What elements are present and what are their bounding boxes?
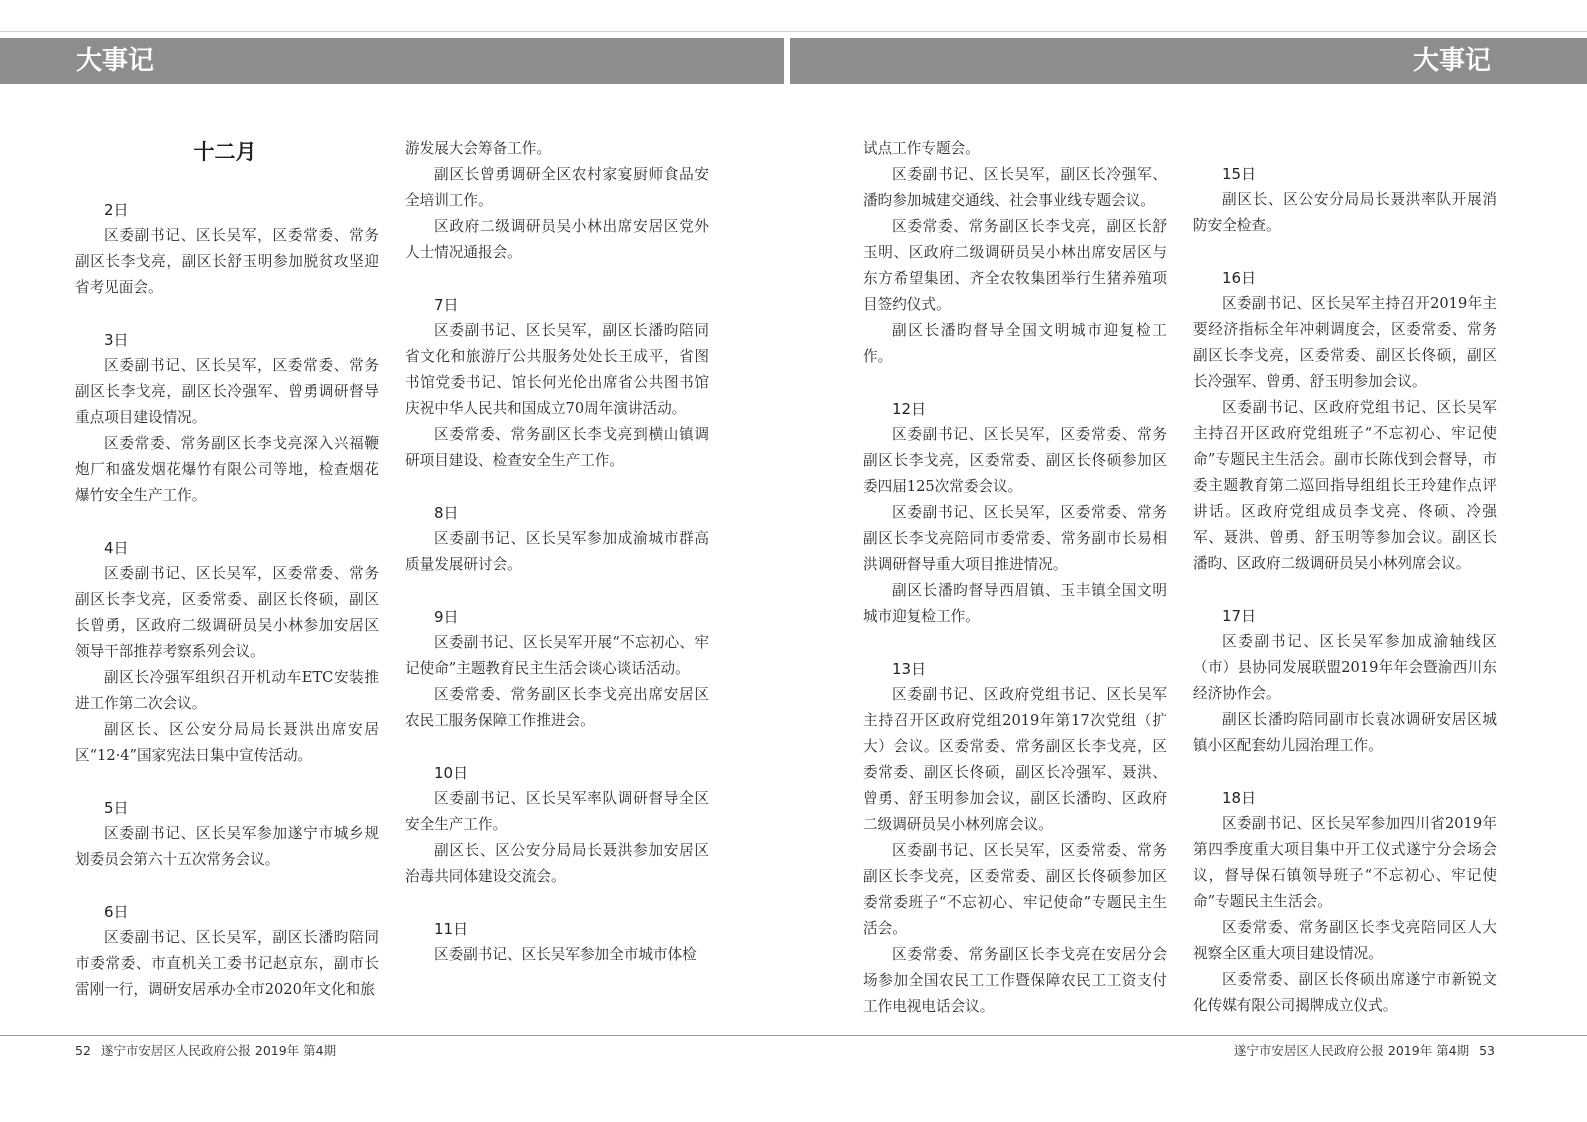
event-paragraph: 区委副书记、区长吴军，副区长潘昀陪同市委常委、市直机关工委书记赵京东，副市长雷刚一行，调研安居承办全市2020年文化和旅 (75, 929, 379, 998)
event-paragraph: 区委副书记、区长吴军参加全市城市体检 (434, 946, 697, 963)
event-paragraph: 区委副书记、区长吴军主持召开2019年主要经济指标全年冲刺调度会，区委常委、常务副区长李戈亮，区委常委、副区长佟硕，副区长冷强军、曾勇、舒玉明参加会议。 (1193, 295, 1497, 390)
event-paragraph: 区委常委、常务副区长李戈亮深入兴福鞭炮厂和盛发烟花爆竹有限公司等地，检查烟花爆竹安全生产工作。 (75, 435, 379, 504)
month-heading: 十二月 (193, 140, 257, 164)
event-paragraph: 区委副书记、区长吴军参加成渝城市群高质量发展研讨会。 (405, 530, 709, 573)
column-4 (1193, 161, 1497, 1019)
event-paragraph: 区委副书记、区长吴军，区委常委、常务副区长李戈亮，区委常委、副区长佟硕，副区长曾勇，区政府二级调研员吴小林参加安居区领导干部推荐考察系列会议。 (75, 565, 379, 660)
event-entry (863, 656, 1167, 1020)
event-date: 17日 (1222, 607, 1257, 625)
event-paragraph: 区委常委、常务副区长李戈亮在安居分会场参加全国农民工工作暨保障农民工工资支付工作电视电话会议。 (863, 946, 1167, 1015)
event-entry (75, 197, 379, 301)
event-paragraph: 区政府二级调研员吴小林出席安居区党外人士情况通报会。 (405, 218, 709, 261)
event-paragraph: 区委副书记、区长吴军参加成渝轴线区（市）县协同发展联盟2019年年会暨渝西川东经济协作会。 (1193, 633, 1497, 702)
left-publication-info: 遂宁市安居区人民政府公报 2019年 第4期 (100, 1043, 337, 1058)
event-date: 2日 (104, 201, 129, 219)
event-entry (405, 760, 709, 890)
event-paragraph: 区委副书记、区政府党组书记、区长吴军主持召开区政府党组2019年第17次党组（扩大）会议。区委常委、常务副区长李戈亮，区委常委、副区长佟硕，副区长冷强军、聂洪、曾勇、舒玉明参加会议，副区长潘昀、区政府二级调研员吴小林列席会议。 (863, 686, 1167, 833)
event-date: 8日 (434, 504, 459, 522)
event-entry (1193, 161, 1497, 239)
event-entry (405, 292, 709, 474)
event-date: 16日 (1222, 269, 1257, 287)
event-date: 10日 (434, 764, 469, 782)
event-paragraph: 区委常委、常务副区长李戈亮到横山镇调研项目建设、检查安全生产工作。 (405, 426, 709, 469)
right-publication-info: 遂宁市安居区人民政府公报 2019年 第4期 (1233, 1043, 1470, 1058)
top-rule (0, 31, 1587, 32)
event-paragraph: 副区长冷强军组织召开机动车ETC安装推进工作第二次会议。 (75, 669, 379, 712)
event-entry (1193, 265, 1497, 577)
event-date: 18日 (1222, 789, 1257, 807)
event-entry (1193, 785, 1497, 1019)
event-paragraph: 区委副书记、区长吴军参加四川省2019年第四季度重大项目集中开工仪式遂宁分会场会议，督导保石镇领导班子“不忘初心、牢记使命”专题民主生活会。 (1193, 815, 1497, 910)
event-paragraph: 区委副书记、区长吴军参加遂宁市城乡规划委员会第六十五次常务会议。 (75, 825, 379, 868)
event-date: 13日 (892, 660, 927, 678)
left-footer (75, 1041, 336, 1061)
event-paragraph: 游发展大会筹备工作。 (405, 140, 551, 157)
event-entry (75, 327, 379, 509)
left-section-banner (0, 38, 784, 84)
column-3 (863, 136, 1167, 1020)
event-entry (405, 604, 709, 734)
left-page-number: 52 (75, 1043, 91, 1058)
event-entry (863, 136, 1167, 370)
event-entry (75, 535, 379, 769)
event-paragraph: 副区长潘昀督导全国文明城市迎复检工作。 (863, 322, 1167, 365)
event-entry (75, 795, 379, 873)
right-footer (1234, 1041, 1495, 1061)
event-date: 9日 (434, 608, 459, 626)
event-paragraph: 区委常委、副区长佟硕出席遂宁市新锐文化传媒有限公司揭牌成立仪式。 (1193, 971, 1497, 1014)
event-paragraph: 副区长、区公安分局局长聂洪参加安居区治毒共同体建设交流会。 (405, 842, 709, 885)
event-paragraph: 区委副书记、区长吴军，区委常委、常务副区长李戈亮，副区长冷强军、曾勇调研督导重点项目建设情况。 (75, 357, 379, 426)
bottom-rule (0, 1035, 1587, 1036)
event-date: 7日 (434, 296, 459, 314)
event-paragraph: 区委副书记、区长吴军，区委常委、常务副区长李戈亮，副区长舒玉明参加脱贫攻坚迎省考见面会。 (75, 227, 379, 296)
event-entry (405, 916, 709, 968)
left-section-title: 大事记 (76, 46, 155, 76)
event-date: 15日 (1222, 165, 1257, 183)
event-paragraph: 区委副书记、区长吴军，区委常委、常务副区长李戈亮，区委常委、副区长佟硕参加区委常委班子“不忘初心、牢记使命”专题民主生活会。 (863, 842, 1167, 937)
event-date: 12日 (892, 400, 927, 418)
event-date: 5日 (104, 799, 129, 817)
event-paragraph: 区委副书记、区长吴军，副区长冷强军、潘昀参加城建交通线、社会事业线专题会议。 (863, 166, 1167, 209)
column-1 (75, 197, 379, 1003)
event-paragraph: 副区长潘昀陪同副市长袁冰调研安居区城镇小区配套幼儿园治理工作。 (1193, 711, 1497, 754)
event-paragraph: 区委副书记、区政府党组书记、区长吴军主持召开区政府党组班子“不忘初心、牢记使命”专题民主生活会。副市长陈伐到会督导，市委主题教育第二巡回指导组组长王玲建作点评讲话。区政府党组成员李戈亮、佟硕、冷强军、聂洪、曾勇、舒玉明等参加会议。副区长潘昀、区政府二级调研员吴小林列席会议。 (1193, 399, 1497, 572)
event-entry (863, 396, 1167, 630)
event-date: 3日 (104, 331, 129, 349)
event-paragraph: 区委副书记、区长吴军开展“不忘初心、牢记使命”主题教育民主生活会谈心谈话活动。 (405, 634, 709, 677)
event-paragraph: 区委副书记、区长吴军，副区长潘昀陪同省文化和旅游厅公共服务处处长王成平，省图书馆党委书记、馆长何光伦出席省公共图书馆庆祝中华人民共和国成立70周年演讲活动。 (405, 322, 709, 417)
event-paragraph: 副区长、区公安分局局长聂洪率队开展消防安全检查。 (1193, 191, 1497, 234)
event-entry (75, 899, 379, 1003)
right-page-number: 53 (1479, 1043, 1495, 1058)
right-section-banner (790, 38, 1587, 84)
event-paragraph: 区委副书记、区长吴军，区委常委、常务副区长李戈亮，区委常委、副区长佟硕参加区委四届125次常委会议。 (863, 426, 1167, 495)
right-section-title: 大事记 (1412, 46, 1491, 76)
event-date: 4日 (104, 539, 129, 557)
event-date: 11日 (434, 920, 469, 938)
event-entry (405, 136, 709, 266)
event-paragraph: 区委副书记、区长吴军，区委常委、常务副区长李戈亮陪同市委常委、常务副市长易相洪调研督导重大项目推进情况。 (863, 504, 1167, 573)
event-paragraph: 试点工作专题会。 (863, 140, 980, 157)
event-paragraph: 副区长潘昀督导西眉镇、玉丰镇全国文明城市迎复检工作。 (863, 582, 1167, 625)
event-entry (1193, 603, 1497, 759)
event-date: 6日 (104, 903, 129, 921)
column-2 (405, 136, 709, 968)
event-paragraph: 区委常委、常务副区长李戈亮出席安居区农民工服务保障工作推进会。 (405, 686, 709, 729)
event-entry (405, 500, 709, 578)
event-paragraph: 副区长、区公安分局局长聂洪出席安居区“12·4”国家宪法日集中宣传活动。 (75, 721, 379, 764)
event-paragraph: 区委常委、常务副区长李戈亮陪同区人大视察全区重大项目建设情况。 (1193, 919, 1497, 962)
event-paragraph: 副区长曾勇调研全区农村家宴厨师食品安全培训工作。 (405, 166, 709, 209)
event-paragraph: 区委副书记、区长吴军率队调研督导全区安全生产工作。 (405, 790, 709, 833)
event-paragraph: 区委常委、常务副区长李戈亮，副区长舒玉明、区政府二级调研员吴小林出席安居区与东方希望集团、齐全农牧集团举行生猪养殖项目签约仪式。 (863, 218, 1167, 313)
